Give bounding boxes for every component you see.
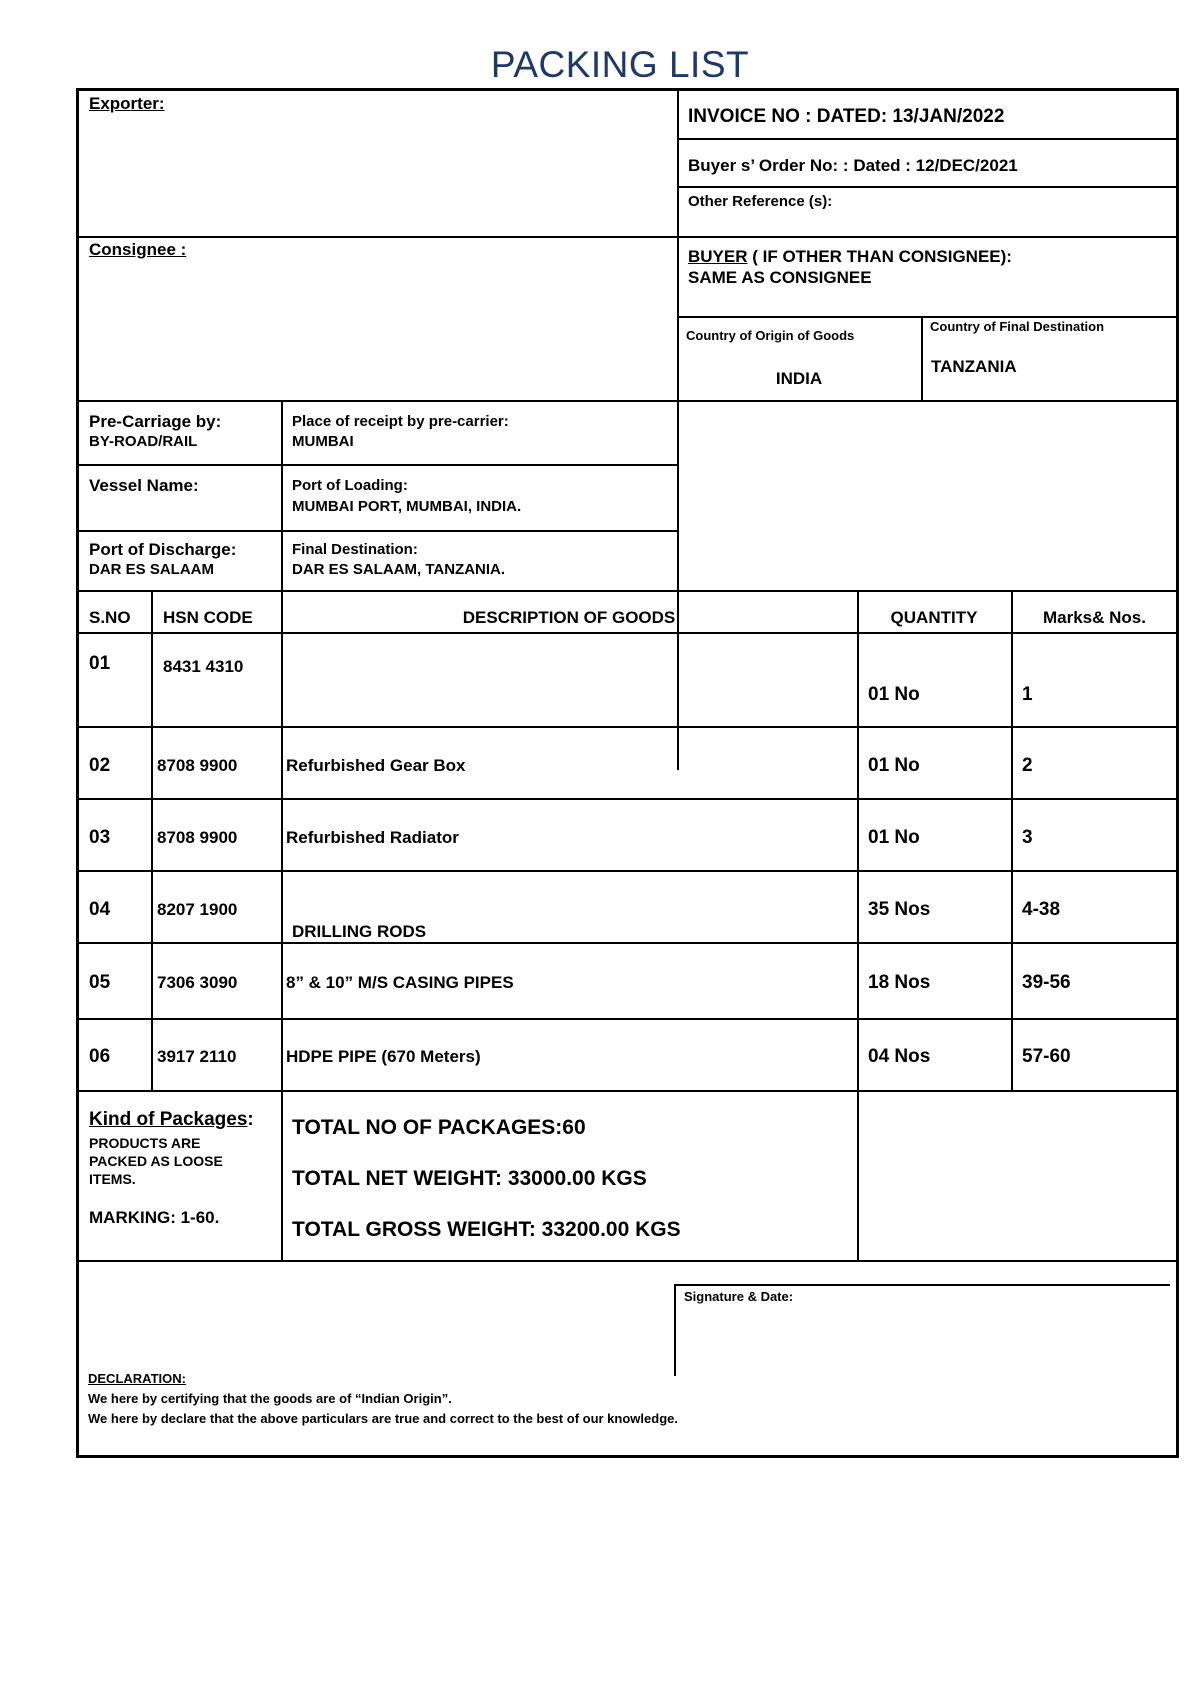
- header-hsn-code: HSN CODE: [163, 608, 253, 627]
- divider: [78, 942, 1178, 944]
- divider: [677, 186, 1178, 188]
- place-of-receipt-label: Place of receipt by pre-carrier:: [292, 413, 509, 430]
- divider: [78, 870, 1178, 872]
- table-row-6-marks: 57-60: [1022, 1046, 1071, 1067]
- table-row-3-sno: 03: [89, 827, 111, 848]
- table-row-2-quantity: 01 No: [868, 755, 920, 776]
- table-row-4-description: DRILLING RODS: [292, 922, 427, 941]
- origin-value: INDIA: [775, 369, 823, 388]
- marking: MARKING: 1-60.: [89, 1208, 220, 1227]
- table-row-1-quantity: 01 No: [868, 684, 920, 705]
- table-row-4-hsn: 8207 1900: [157, 900, 238, 919]
- buyer-label: [688, 247, 1012, 267]
- kind-of-packages-text: Kind of Packages: [89, 1109, 248, 1130]
- final-destination-label: Final Destination:: [292, 541, 418, 558]
- declaration-line-2: We here by declare that the above particulars are true and correct to the best of our knowledge.: [88, 1411, 678, 1426]
- table-row-2-description: Refurbished Gear Box: [286, 756, 466, 775]
- table-row-1-hsn: 8431 4310: [163, 657, 244, 676]
- divider: [857, 590, 859, 1260]
- divider: [151, 590, 153, 1090]
- divider: [78, 1260, 1178, 1262]
- total-packages: TOTAL NO OF PACKAGES:60: [292, 1116, 586, 1139]
- header-description: DESCRIPTION OF GOODS: [462, 608, 676, 627]
- pre-carriage-label: Pre-Carriage by:: [89, 412, 222, 431]
- packing-list-form: [76, 88, 1179, 1458]
- total-net-weight: TOTAL NET WEIGHT: 33000.00 KGS: [292, 1167, 647, 1190]
- exporter-label: Exporter:: [89, 94, 165, 113]
- divider: [281, 590, 283, 1260]
- table-row-3-description: Refurbished Radiator: [286, 828, 459, 847]
- page-title: PACKING LIST: [490, 44, 750, 85]
- table-row-3-marks: 3: [1022, 827, 1033, 848]
- table-row-3-hsn: 8708 9900: [157, 828, 238, 847]
- pre-carriage-value: BY-ROAD/RAIL: [89, 433, 198, 450]
- table-row-4-marks: 4-38: [1022, 899, 1061, 920]
- other-reference-label: Other Reference (s):: [688, 193, 833, 210]
- divider: [1011, 590, 1013, 1090]
- divider: [78, 530, 678, 532]
- divider: [78, 464, 678, 466]
- port-of-loading-label: Port of Loading:: [292, 477, 408, 494]
- buyer-label-main: BUYER: [688, 247, 748, 266]
- buyer-label-rest: ( IF OTHER THAN CONSIGNEE):: [747, 247, 1012, 266]
- divider: [677, 90, 679, 770]
- header-sno: S.NO: [89, 608, 131, 627]
- invoice-number: INVOICE NO : DATED: 13/JAN/2022: [688, 106, 1005, 127]
- divider: [921, 316, 923, 400]
- port-of-discharge-label: Port of Discharge:: [89, 540, 237, 559]
- buyers-order-number: Buyer s’ Order No: : Dated : 12/DEC/2021: [688, 156, 1018, 175]
- packages-note-line-1: PRODUCTS ARE: [89, 1135, 201, 1151]
- divider: [281, 400, 283, 590]
- table-row-2-hsn: 8708 9900: [157, 756, 238, 775]
- table-row-5-description: 8” & 10” M/S CASING PIPES: [286, 973, 514, 992]
- place-of-receipt-value: MUMBAI: [292, 433, 354, 450]
- final-destination-value: DAR ES SALAAM, TANZANIA.: [292, 561, 506, 578]
- packages-note-line-2: PACKED AS LOOSE: [89, 1153, 223, 1169]
- signature-label: Signature & Date:: [684, 1289, 794, 1304]
- destination-value: TANZANIA: [931, 357, 1017, 376]
- table-row-4-sno: 04: [89, 899, 111, 920]
- table-row-5-sno: 05: [89, 972, 111, 993]
- packages-note-line-3: ITEMS.: [89, 1171, 136, 1187]
- port-of-discharge-value: DAR ES SALAAM: [89, 561, 215, 578]
- destination-label: Country of Final Destination: [930, 319, 1105, 334]
- declaration-label: DECLARATION:: [88, 1371, 186, 1386]
- signature-box-left: [674, 1284, 676, 1376]
- table-row-2-marks: 2: [1022, 755, 1033, 776]
- port-of-loading-value: MUMBAI PORT, MUMBAI, INDIA.: [292, 498, 522, 515]
- divider: [78, 1018, 1178, 1020]
- divider: [78, 798, 1178, 800]
- table-row-1-marks: 1: [1022, 684, 1033, 705]
- table-row-5-quantity: 18 Nos: [868, 972, 931, 993]
- divider: [78, 590, 1178, 592]
- table-row-2-sno: 02: [89, 755, 111, 776]
- table-row-6-description: HDPE PIPE (670 Meters): [286, 1047, 481, 1066]
- table-row-3-quantity: 01 No: [868, 827, 920, 848]
- table-row-6-quantity: 04 Nos: [868, 1046, 931, 1067]
- table-row-5-marks: 39-56: [1022, 972, 1071, 993]
- table-row-5-hsn: 7306 3090: [157, 973, 238, 992]
- table-row-4-quantity: 35 Nos: [868, 899, 931, 920]
- vessel-name-label: Vessel Name:: [89, 476, 199, 495]
- buyer-value: SAME AS CONSIGNEE: [688, 268, 872, 287]
- declaration-line-1: We here by certifying that the goods are of “Indian Origin”.: [88, 1391, 452, 1406]
- divider: [78, 632, 1178, 634]
- header-quantity: QUANTITY: [890, 608, 978, 627]
- origin-label: Country of Origin of Goods: [686, 328, 855, 343]
- divider: [78, 726, 1178, 728]
- total-gross-weight: TOTAL GROSS WEIGHT: 33200.00 KGS: [292, 1218, 681, 1241]
- signature-box-top: [674, 1284, 1170, 1286]
- divider: [78, 1090, 1178, 1092]
- table-row-1-sno: 01: [89, 653, 111, 674]
- divider: [78, 236, 1178, 238]
- table-row-6-sno: 06: [89, 1046, 111, 1067]
- header-marks: Marks& Nos.: [1043, 608, 1146, 627]
- kind-of-packages-label: [89, 1110, 254, 1130]
- divider: [677, 138, 1178, 140]
- divider: [78, 400, 1178, 402]
- consignee-label: Consignee :: [89, 240, 187, 259]
- table-row-6-hsn: 3917 2110: [157, 1047, 237, 1066]
- kind-of-packages-colon: :: [247, 1109, 254, 1130]
